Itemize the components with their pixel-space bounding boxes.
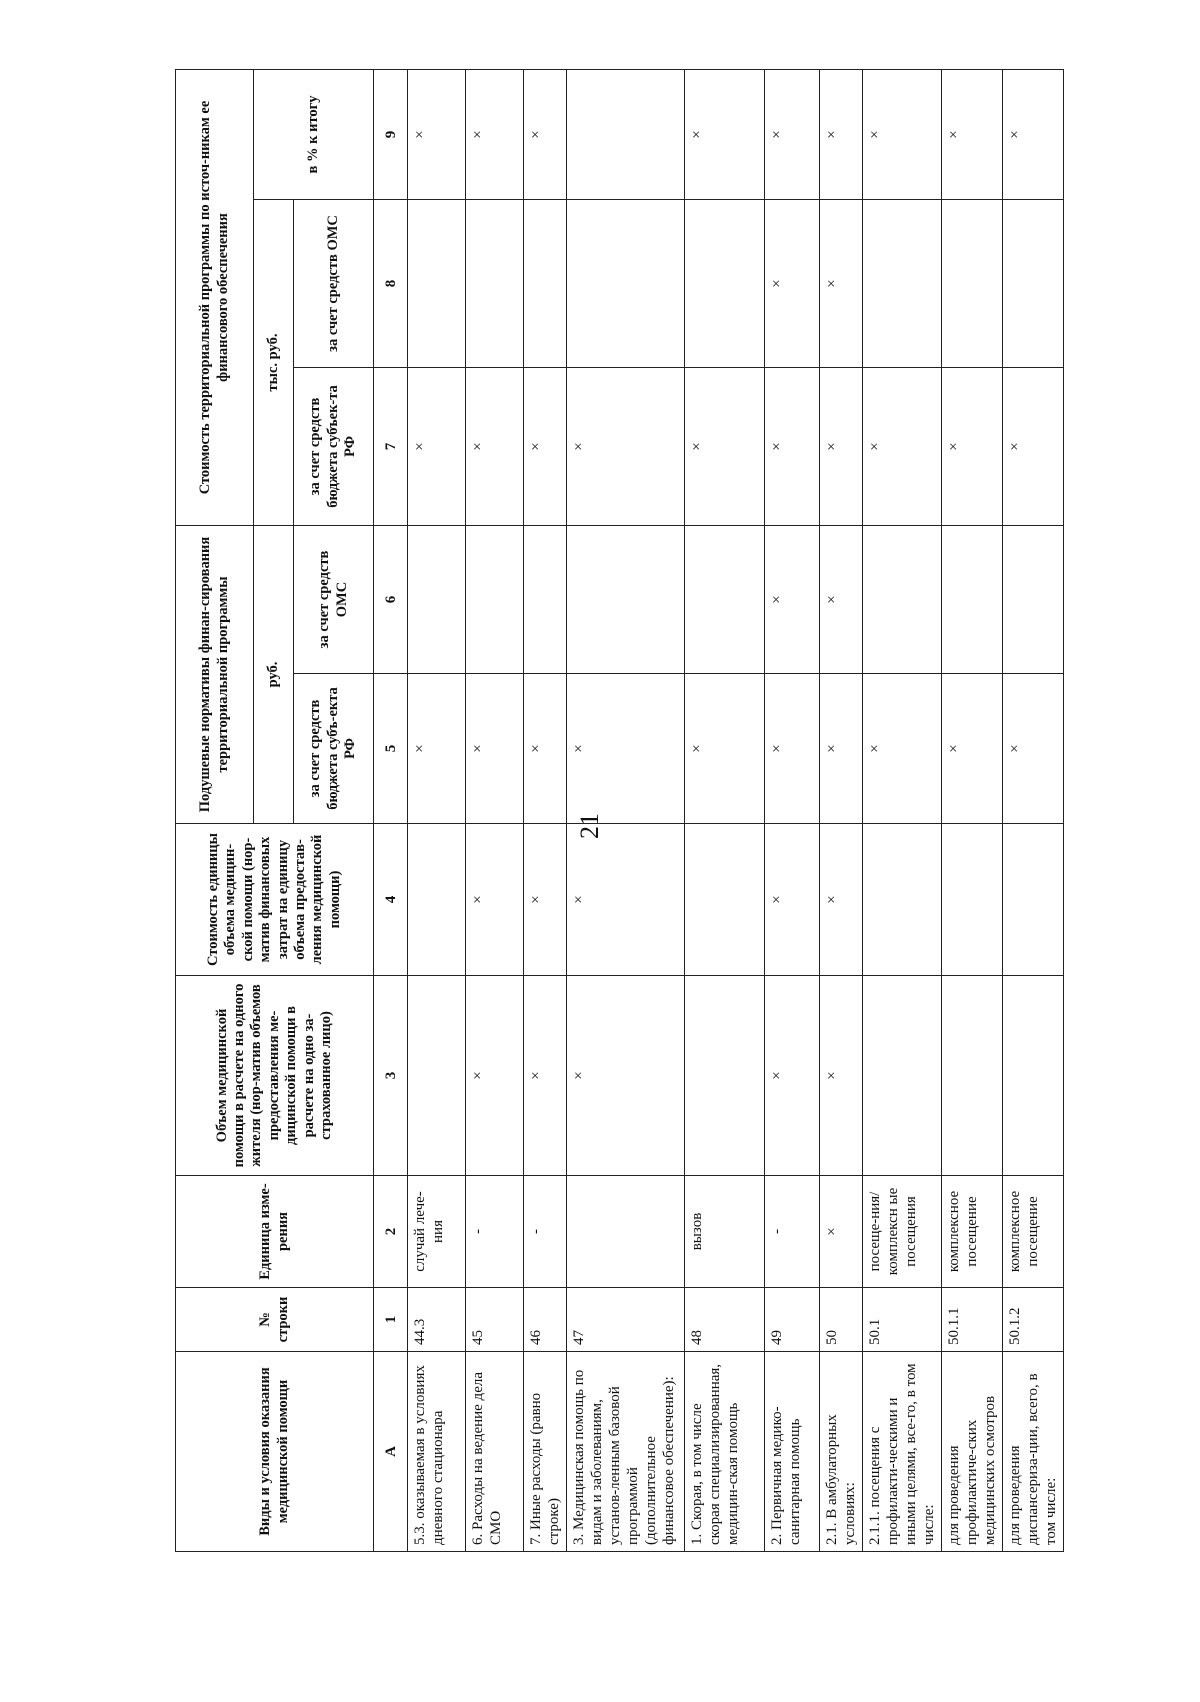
cell-oms-6: × xyxy=(820,525,863,673)
cell-budget-7: × xyxy=(685,367,765,525)
cell-oms-6 xyxy=(1003,525,1064,673)
rotated-table-container xyxy=(175,70,1200,1552)
cell-row-number: 48 xyxy=(685,1288,765,1352)
column-number: 7 xyxy=(374,367,408,525)
table-row xyxy=(942,69,1003,1551)
header-oms-8: за счет средств ОМС xyxy=(294,199,374,367)
table-row xyxy=(524,69,567,1551)
cell-unit-cost: × xyxy=(820,824,863,976)
cell-budget-5: × xyxy=(685,674,765,824)
cell-kind: 2. Первичная медико-санитарная помощь xyxy=(765,1352,820,1552)
cell-unit: посеще-ния/комплексн ые посещения xyxy=(863,1176,942,1288)
cell-volume xyxy=(942,976,1003,1176)
cell-unit: - xyxy=(765,1176,820,1288)
cell-budget-7: × xyxy=(863,367,942,525)
cell-percent xyxy=(567,69,685,199)
cell-kind: 6. Расходы на ведение дела СМО xyxy=(466,1352,524,1552)
cell-oms-6 xyxy=(524,525,567,673)
cell-unit: - xyxy=(466,1176,524,1288)
cell-oms-6 xyxy=(863,525,942,673)
column-number: 9 xyxy=(374,69,408,199)
cell-budget-7: × xyxy=(765,367,820,525)
cell-unit xyxy=(567,1176,685,1288)
cell-percent: × xyxy=(685,69,765,199)
header-per-capita-norms: Подушевые нормативы финан-сирования территориальной программы xyxy=(176,525,254,823)
table-row xyxy=(567,69,685,1551)
cell-volume xyxy=(1003,976,1064,1176)
table-row xyxy=(408,69,466,1551)
cell-unit-cost: × xyxy=(524,824,567,976)
cell-budget-5: × xyxy=(408,674,466,824)
header-norms-unit: руб. xyxy=(254,525,294,823)
cell-oms-8 xyxy=(1003,199,1064,367)
header-budget-5: за счет средств бюджета субъ-екта РФ xyxy=(294,674,374,824)
cell-oms-8 xyxy=(466,199,524,367)
cell-budget-7: × xyxy=(942,367,1003,525)
header-unit: Единица изме-рения xyxy=(176,1176,374,1288)
column-number: 2 xyxy=(374,1176,408,1288)
cell-volume: × xyxy=(567,976,685,1176)
cell-percent: × xyxy=(408,69,466,199)
cell-kind: 1. Скорая, в том числе скорая специализированная, медицин-ская помощь xyxy=(685,1352,765,1552)
cell-unit-cost: × xyxy=(466,824,524,976)
cell-unit-cost: × xyxy=(765,824,820,976)
table-row xyxy=(765,69,820,1551)
header-kinds: Виды и условия оказания медицинской помощи xyxy=(176,1352,374,1552)
cell-oms-6 xyxy=(942,525,1003,673)
cell-budget-7: × xyxy=(466,367,524,525)
cell-oms-8 xyxy=(685,199,765,367)
cell-volume xyxy=(863,976,942,1176)
cell-row-number: 50 xyxy=(820,1288,863,1352)
cell-budget-7: × xyxy=(820,367,863,525)
cell-unit: комплексное посещение xyxy=(1003,1176,1064,1288)
cell-row-number: 46 xyxy=(524,1288,567,1352)
column-number: 5 xyxy=(374,674,408,824)
cell-kind: 7. Иные расходы (равно строке) xyxy=(524,1352,567,1552)
cell-unit-cost xyxy=(408,824,466,976)
cell-oms-8 xyxy=(408,199,466,367)
table-row xyxy=(685,69,765,1551)
cell-unit-cost xyxy=(942,824,1003,976)
header-volume: Объем медицинской помощи в расчете на одного жителя (нор-матив объемов предоставления ме-дицинской помощи в расчете на одно за-страхованное лицо) xyxy=(176,976,374,1176)
cell-unit-cost xyxy=(1003,824,1064,976)
cell-volume xyxy=(685,976,765,1176)
header-cost-unit: тыс. руб. xyxy=(254,199,294,525)
cell-row-number: 50.1 xyxy=(863,1288,942,1352)
cell-budget-5: × xyxy=(942,674,1003,824)
column-number: 3 xyxy=(374,976,408,1176)
cost-table xyxy=(175,69,1064,1552)
column-number: 8 xyxy=(374,199,408,367)
cell-row-number: 50.1.1 xyxy=(942,1288,1003,1352)
cell-percent: × xyxy=(863,69,942,199)
cell-unit: × xyxy=(820,1176,863,1288)
cell-oms-6 xyxy=(408,525,466,673)
header-budget-7: за счет средств бюджета субъек-та РФ xyxy=(294,367,374,525)
cell-unit: случай лече-ния xyxy=(408,1176,466,1288)
column-number: 6 xyxy=(374,525,408,673)
cell-percent: × xyxy=(1003,69,1064,199)
table-row xyxy=(1003,69,1064,1551)
cell-percent: × xyxy=(765,69,820,199)
cell-kind: 2.1.1. посещения с профилакти-ческими и иными целями, все-го, в том числе: xyxy=(863,1352,942,1552)
cell-unit-cost xyxy=(863,824,942,976)
header-oms-6: за счет средств ОМС xyxy=(294,525,374,673)
cell-budget-5: × xyxy=(524,674,567,824)
cell-kind: для проведения профилактиче-ских медицинских осмотров xyxy=(942,1352,1003,1552)
table-body xyxy=(408,69,1064,1551)
cell-budget-7: × xyxy=(1003,367,1064,525)
cell-volume: × xyxy=(524,976,567,1176)
cell-percent: × xyxy=(524,69,567,199)
cell-row-number: 49 xyxy=(765,1288,820,1352)
cell-budget-5: × xyxy=(863,674,942,824)
cell-budget-5: × xyxy=(820,674,863,824)
cell-oms-8 xyxy=(567,199,685,367)
cell-kind: 3. Медицинская помощь по видам и заболеваниям, установ-ленным базовой программой (дополнительное финансовое обеспечение): xyxy=(567,1352,685,1552)
cell-row-number: 47 xyxy=(567,1288,685,1352)
cell-unit: - xyxy=(524,1176,567,1288)
cell-oms-6: × xyxy=(765,525,820,673)
table-row xyxy=(820,69,863,1551)
cell-volume: × xyxy=(820,976,863,1176)
cell-unit-cost xyxy=(685,824,765,976)
cell-budget-5: × xyxy=(567,674,685,824)
table-row xyxy=(466,69,524,1551)
cell-oms-8 xyxy=(942,199,1003,367)
column-number: 4 xyxy=(374,824,408,976)
cell-oms-6 xyxy=(466,525,524,673)
cell-row-number: 50.1.2 xyxy=(1003,1288,1064,1352)
cell-unit: вызов xyxy=(685,1176,765,1288)
column-number: 1 xyxy=(374,1288,408,1352)
header-program-cost: Стоимость территориальной программы по источ-никам ее финансового обеспечения xyxy=(176,69,254,525)
cell-percent: × xyxy=(466,69,524,199)
page-number: 21 xyxy=(575,813,604,839)
cell-budget-5: × xyxy=(1003,674,1064,824)
cell-row-number: 44.3 xyxy=(408,1288,466,1352)
cell-oms-8 xyxy=(863,199,942,367)
cell-oms-8 xyxy=(524,199,567,367)
cell-volume xyxy=(408,976,466,1176)
cell-budget-5: × xyxy=(765,674,820,824)
header-row-number: № строки xyxy=(176,1288,374,1352)
cell-kind: 2.1. В амбулаторных условиях: xyxy=(820,1352,863,1552)
cell-kind: для проведения диспансериза-ции, всего, в том числе: xyxy=(1003,1352,1064,1552)
header-unit-cost: Стоимость единицы объема медицин-ской помощи (нор-матив финансовых затрат на единицу объема предостав-ления медицинской помощи) xyxy=(176,824,374,976)
column-number: А xyxy=(374,1352,408,1552)
cell-oms-8: × xyxy=(820,199,863,367)
cell-budget-7: × xyxy=(524,367,567,525)
cell-volume: × xyxy=(765,976,820,1176)
cell-budget-7: × xyxy=(567,367,685,525)
cell-unit: комплексное посещение xyxy=(942,1176,1003,1288)
cell-budget-5: × xyxy=(466,674,524,824)
cell-percent: × xyxy=(820,69,863,199)
cell-oms-6 xyxy=(567,525,685,673)
cell-row-number: 45 xyxy=(466,1288,524,1352)
header-percent-total: в % к итогу xyxy=(254,69,374,199)
column-number-row xyxy=(374,69,408,1551)
cell-oms-8: × xyxy=(765,199,820,367)
table-row xyxy=(863,69,942,1551)
cell-budget-7: × xyxy=(408,367,466,525)
cell-oms-6 xyxy=(685,525,765,673)
cell-kind: 5.3. оказываемая в условиях дневного стационара xyxy=(408,1352,466,1552)
cell-percent: × xyxy=(942,69,1003,199)
cell-unit-cost: × xyxy=(567,824,685,976)
cell-volume: × xyxy=(466,976,524,1176)
